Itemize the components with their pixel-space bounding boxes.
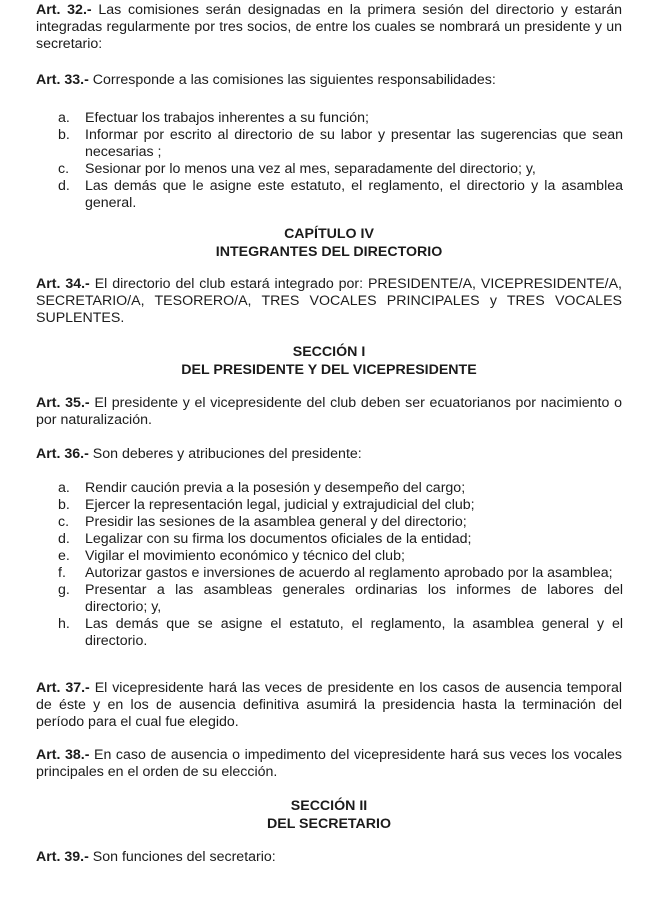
article-33-list [58,110,623,212]
list-item-text: Vigilar el movimiento económico y técnico del club; [85,548,405,564]
article-38 [36,747,622,781]
list-item-text: Efectuar los trabajos inherentes a su función; [85,110,369,126]
article-text: Corresponde a las comisiones las siguientes responsabilidades: [88,72,496,88]
list-item-text: Rendir caución previa a la posesión y desempeño del cargo; [85,480,466,496]
list-marker: a. [58,110,70,126]
article-32 [36,2,622,53]
article-37 [36,680,622,731]
article-33 [36,72,622,89]
list-item [58,110,623,127]
list-marker: b. [58,497,70,513]
list-marker: g. [58,582,70,598]
list-item [58,565,623,582]
article-text: Las comisiones serán designadas en la primera sesión del directorio y estarán integradas regularmente por tres socios, de entre los cuales se nombrará un presidente y un secretario: [36,2,622,52]
list-item [58,548,623,565]
article-35 [36,395,622,429]
article-36-list [58,480,623,650]
list-item [58,161,623,178]
list-item-text: Las demás que se asigne el estatuto, el reglamento, la asamblea general y el directorio. [85,616,623,649]
article-39 [36,849,622,866]
section-title: DEL PRESIDENTE Y DEL VICEPRESIDENTE [181,362,477,378]
article-number: Art. 32.- [36,2,92,18]
article-number: Art. 33.- [36,72,89,88]
list-marker: c. [58,161,70,177]
article-number: Art. 35.- [36,395,90,411]
article-text: Son deberes y atribuciones del presidente: [88,446,362,462]
section-number: SECCIÓN II [290,798,368,814]
list-item [58,497,623,514]
list-item-text: Ejercer la representación legal, judicial y extrajudicial del club; [85,497,475,513]
list-item [58,616,623,650]
list-item [58,480,623,497]
list-item [58,514,623,531]
article-text: Son funciones del secretario: [88,849,276,865]
list-marker: c. [58,514,70,530]
list-marker: a. [58,480,70,496]
list-item-text: Legalizar con su firma los documentos oficiales de la entidad; [85,531,472,547]
section-title: DEL SECRETARIO [266,816,392,832]
list-item-text: Las demás que le asigne este estatuto, el reglamento, el directorio y la asamblea general. [85,178,623,211]
article-number: Art. 36.- [36,446,89,462]
list-item-text: Autorizar gastos e inversiones de acuerdo al reglamento aprobado por la asamblea; [85,565,613,581]
list-marker: d. [58,531,70,547]
article-number: Art. 39.- [36,849,89,865]
list-marker: d. [58,178,70,194]
list-item [58,582,623,616]
list-item-text: Presidir las sesiones de la asamblea general y del directorio; [85,514,467,530]
list-item-text: Presentar a las asambleas generales ordinarias los informes de labores del directorio; y, [85,582,623,615]
list-item [58,178,623,212]
article-text: El presidente y el vicepresidente del club deben ser ecuatorianos por nacimiento o por naturalización. [36,395,622,428]
article-34 [36,276,622,327]
list-marker: f. [58,565,66,581]
article-number: Art. 38.- [36,747,90,763]
chapter-heading [36,225,622,261]
list-item [58,531,623,548]
section-heading [36,343,622,379]
list-item-text: Sesionar por lo menos una vez al mes, separadamente del directorio; y, [85,161,536,177]
list-marker: h. [58,616,70,632]
chapter-number: CAPÍTULO IV [284,226,374,242]
list-item [58,127,623,161]
article-number: Art. 37.- [36,680,90,696]
article-text: El vicepresidente hará las veces de presidente en los casos de ausencia temporal de éste y en los de ausencia definitiva asumirá la presidencia hasta la terminación del período para el cual fue elegido. [36,680,622,730]
article-text: En caso de ausencia o impedimento del vicepresidente hará sus veces los vocales principales en el orden de su elección. [36,747,622,780]
chapter-title: INTEGRANTES DEL DIRECTORIO [215,244,443,260]
section-heading [36,797,622,833]
list-marker: b. [58,127,70,143]
article-36 [36,446,622,463]
section-number: SECCIÓN I [292,344,366,360]
article-text: El directorio del club estará integrado por: PRESIDENTE/A, VICEPRESIDENTE/A, SECRETARIO/A, TESORERO/A, TRES VOCALES PRINCIPALES y TRES VOCALES SUPLENTES. [36,276,622,326]
list-marker: e. [58,548,70,564]
article-number: Art. 34.- [36,276,90,292]
list-item-text: Informar por escrito al directorio de su labor y presentar las sugerencias que sean necesarias ; [85,127,623,160]
